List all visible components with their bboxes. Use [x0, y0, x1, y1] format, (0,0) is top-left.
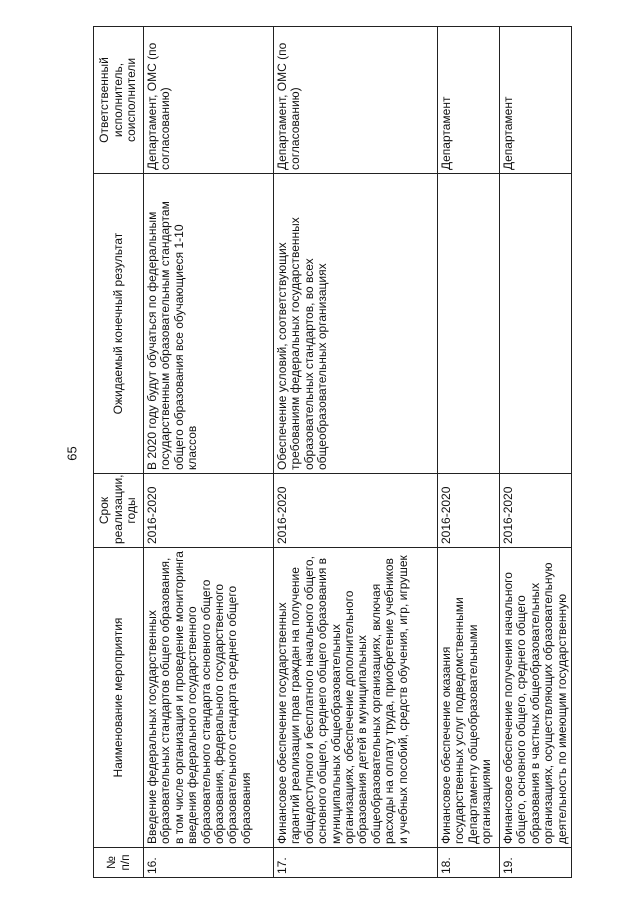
row-number: 19. — [500, 848, 572, 878]
measures-table — [93, 26, 572, 878]
row-executor: Департамент, ОМС (по согласованию) — [144, 27, 274, 174]
header-executor: Ответственный исполнитель, соисполнители — [94, 27, 144, 174]
header-expected-result: Ожидаемый конечный результат — [94, 174, 144, 474]
header-period: Срок реализации, годы — [94, 474, 144, 548]
row-period: 2016-2020 — [500, 474, 572, 548]
table-row — [438, 27, 500, 878]
row-expected-result: В 2020 году будут обучаться по федеральным государственным образовательным стандартам общего образования все обучающиеся 1-10 классов — [144, 174, 274, 474]
row-number: 17. — [274, 848, 438, 878]
row-expected-result — [438, 174, 500, 474]
row-executor: Департамент, ОМС (по согласованию) — [274, 27, 438, 174]
row-measure-name: Финансовое обеспечение государственных гарантий реализации прав граждан на получение общедоступного и бесплатного начального общего, основного общего, среднего общего образования в муниципальных общеобразовательных организациях, обеспечение дополнительного образования детей в муниципальных общеобразовательных организациях, включая расходы на оплату труда, приобретение учебников и учебных пособий, средств обучения, игр, игрушек — [274, 548, 438, 848]
row-number: 18. — [438, 848, 500, 878]
header-measure-name: Наименование мероприятия — [94, 548, 144, 848]
row-executor: Департамент — [500, 27, 572, 174]
row-measure-name: Финансовое обеспечение оказания государственных услуг подведомственными Департаменту общеобразовательными организациями — [438, 548, 500, 848]
row-period: 2016-2020 — [438, 474, 500, 548]
page-number: 65 — [64, 446, 80, 461]
row-measure-name: Финансовое обеспечение получения начального общего, основного общего, среднего общего образования в частных общеобразовательных организациях, осуществляющих образовательную деятельность по имеющим государственную — [500, 548, 572, 848]
table-row — [274, 27, 438, 878]
row-number: 16. — [144, 848, 274, 878]
table-header-row — [94, 27, 144, 878]
header-number: № п/п — [94, 848, 144, 878]
table-row — [500, 27, 572, 878]
row-executor: Департамент — [438, 27, 500, 174]
row-expected-result — [500, 174, 572, 474]
row-expected-result: Обеспечение условий, соответствующих требованиям федеральных государственных образовательных стандартов, во всех общеобразовательных организациях — [274, 174, 438, 474]
row-measure-name: Введение федеральных государственных образовательных стандартов общего образования, в том числе организация и проведение мониторинга введения федерального государственного образовательного стандарта основного общего образования, федерального государственного образовательного стандарта среднего общего образования — [144, 548, 274, 848]
row-period: 2016-2020 — [144, 474, 274, 548]
table-row — [144, 27, 274, 878]
row-period: 2016-2020 — [274, 474, 438, 548]
rotated-table-container — [93, 42, 611, 878]
